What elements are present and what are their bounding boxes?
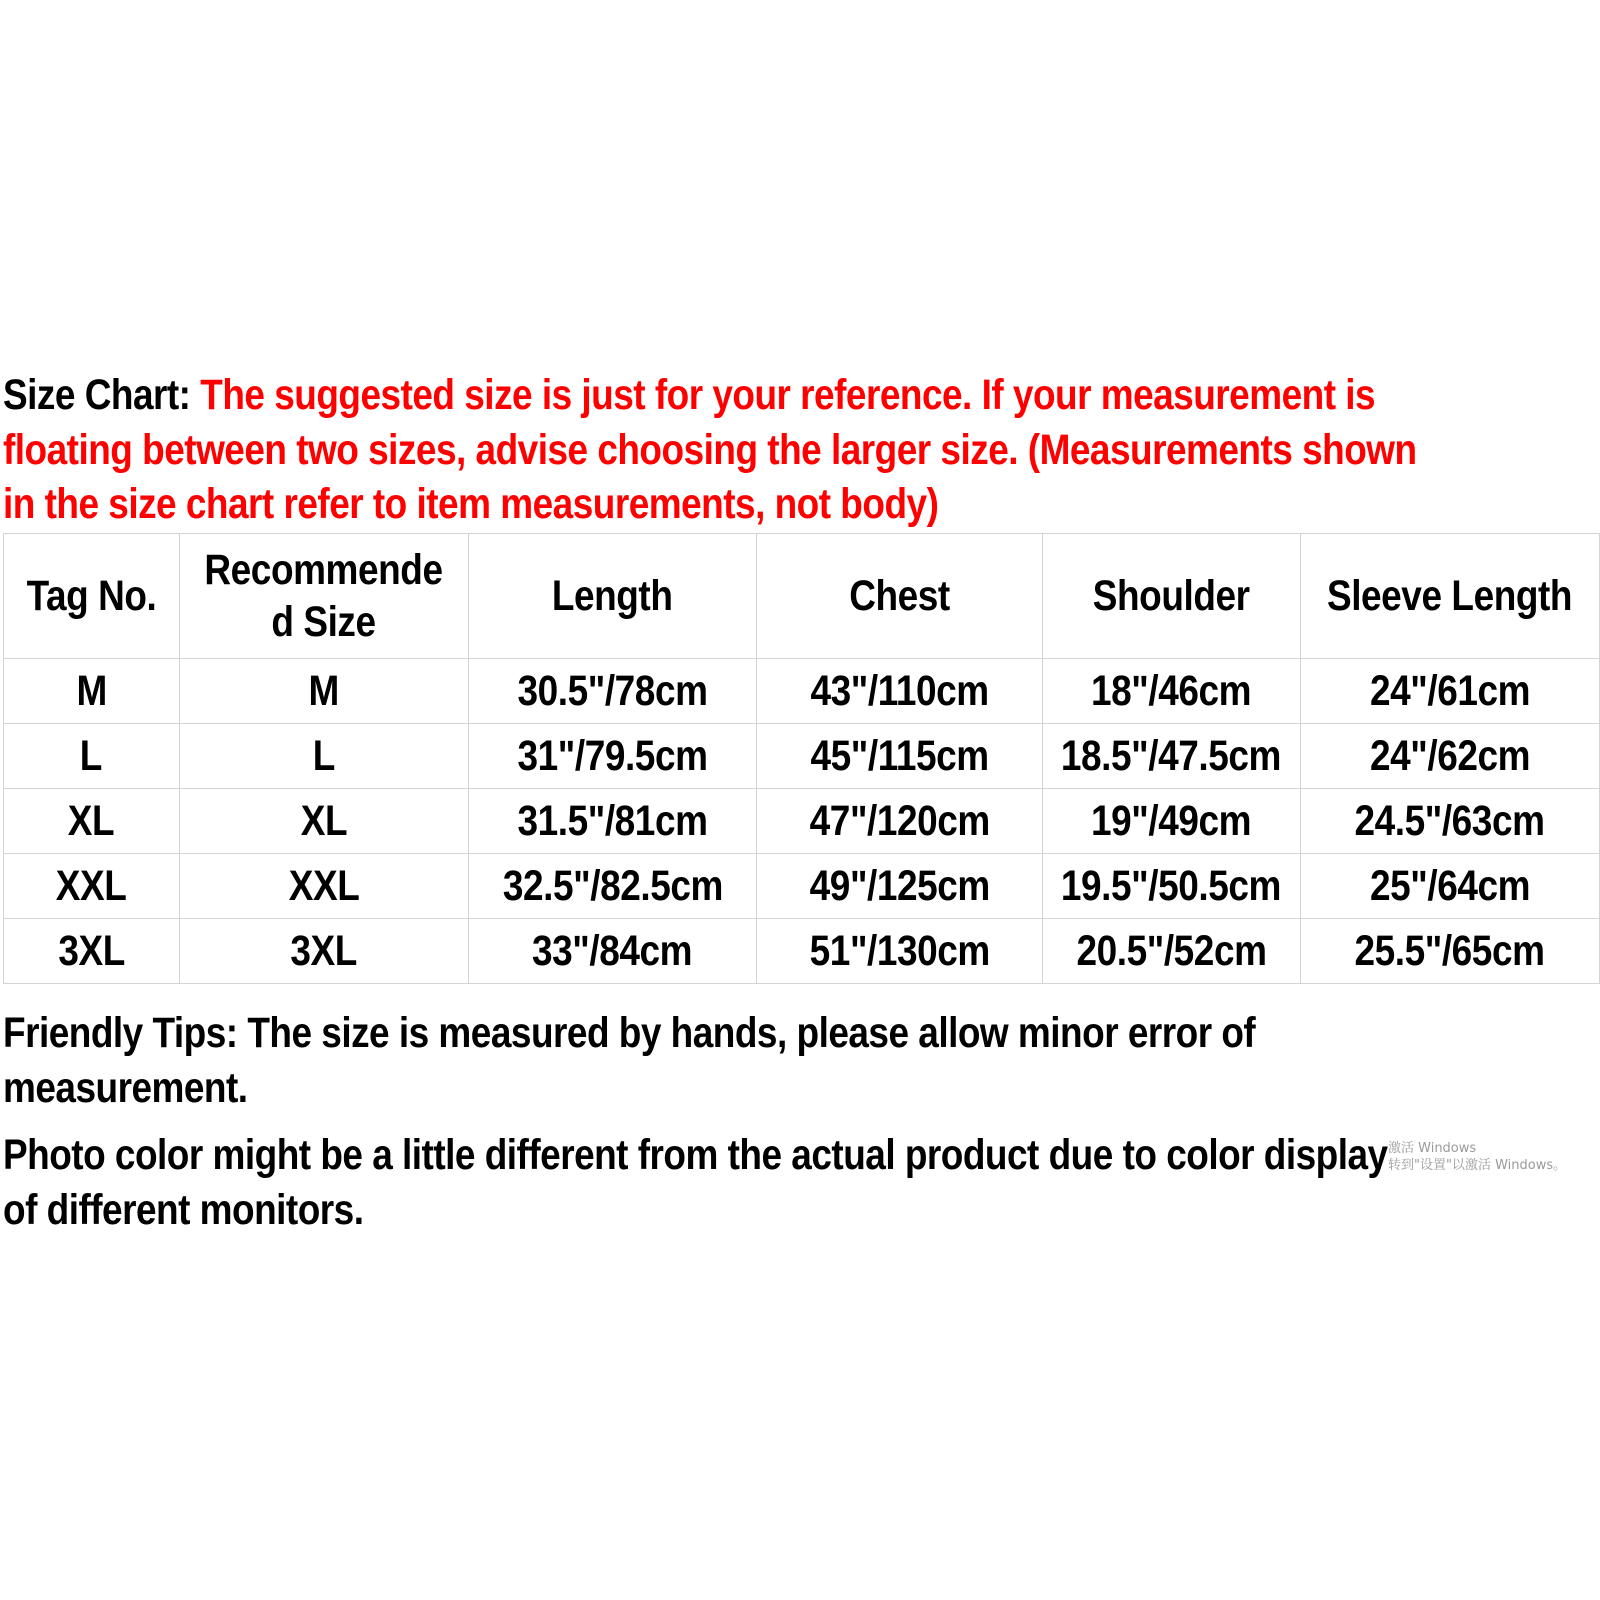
table-cell: 31"/79.5cm xyxy=(468,724,756,789)
size-table xyxy=(3,533,1600,984)
table-cell: 33"/84cm xyxy=(468,919,756,984)
table-cell: 3XL xyxy=(4,919,180,984)
intro-warning-3: in the size chart refer to item measurements, not body) xyxy=(3,480,939,528)
table-cell: 49"/125cm xyxy=(757,854,1043,919)
table-cell: 51"/130cm xyxy=(757,919,1043,984)
table-cell: 24"/61cm xyxy=(1300,659,1599,724)
table-cell: 19.5"/50.5cm xyxy=(1042,854,1300,919)
table-row xyxy=(4,659,1600,724)
table-row xyxy=(4,789,1600,854)
table-cell: 24"/62cm xyxy=(1300,724,1599,789)
table-cell: XL xyxy=(179,789,468,854)
table-cell: 24.5"/63cm xyxy=(1300,789,1599,854)
table-cell: 47"/120cm xyxy=(757,789,1043,854)
table-cell: L xyxy=(179,724,468,789)
table-cell: 20.5"/52cm xyxy=(1042,919,1300,984)
table-cell: XL xyxy=(4,789,180,854)
table-cell: XXL xyxy=(4,854,180,919)
table-cell: 30.5"/78cm xyxy=(468,659,756,724)
header-tag-no: Tag No. xyxy=(4,534,180,659)
table-cell: 31.5"/81cm xyxy=(468,789,756,854)
table-row xyxy=(4,919,1600,984)
watermark-line-2: 转到"设置"以激活 Windows。 xyxy=(1388,1158,1567,1173)
color-disclaimer xyxy=(3,1128,1465,1237)
table-cell: 25.5"/65cm xyxy=(1300,919,1599,984)
table-cell: 25"/64cm xyxy=(1300,854,1599,919)
table-cell: 32.5"/82.5cm xyxy=(468,854,756,919)
header-chest: Chest xyxy=(757,534,1043,659)
table-row xyxy=(4,724,1600,789)
tips-line-1: Friendly Tips: The size is measured by hands, please allow minor error of xyxy=(3,1009,1256,1057)
table-cell: M xyxy=(179,659,468,724)
tips-line-4: of different monitors. xyxy=(3,1185,364,1234)
intro-warning-2: floating between two sizes, advise choosing the larger size. (Measurements shown xyxy=(3,425,1417,474)
table-cell: L xyxy=(4,724,180,789)
table-cell: 3XL xyxy=(179,919,468,984)
size-chart-intro xyxy=(3,368,1417,532)
watermark-line-1: 激活 Windows xyxy=(1388,1141,1477,1156)
size-chart-label: Size Chart: xyxy=(3,371,191,419)
table-row xyxy=(4,854,1600,919)
table-cell: 18.5"/47.5cm xyxy=(1042,724,1300,789)
tips-line-2: measurement. xyxy=(3,1063,248,1112)
intro-warning-1: The suggested size is just for your reference. If your measurement is xyxy=(200,371,1376,419)
table-cell: 43"/110cm xyxy=(757,659,1043,724)
header-length: Length xyxy=(468,534,756,659)
intro-line-1 xyxy=(3,368,1379,423)
table-cell: 45"/115cm xyxy=(757,724,1043,789)
friendly-tips xyxy=(3,1006,1465,1115)
table-cell: 18"/46cm xyxy=(1042,659,1300,724)
table-cell: XXL xyxy=(179,854,468,919)
windows-activation-watermark xyxy=(1388,1140,1566,1174)
header-recommended-size: Recommende d Size xyxy=(179,534,468,659)
tips-line-3: Photo color might be a little different from the actual product due to color display xyxy=(3,1131,1388,1179)
table-cell: M xyxy=(4,659,180,724)
header-shoulder: Shoulder xyxy=(1042,534,1300,659)
table-header-row xyxy=(4,534,1600,659)
table-cell: 19"/49cm xyxy=(1042,789,1300,854)
header-sleeve-length: Sleeve Length xyxy=(1300,534,1599,659)
